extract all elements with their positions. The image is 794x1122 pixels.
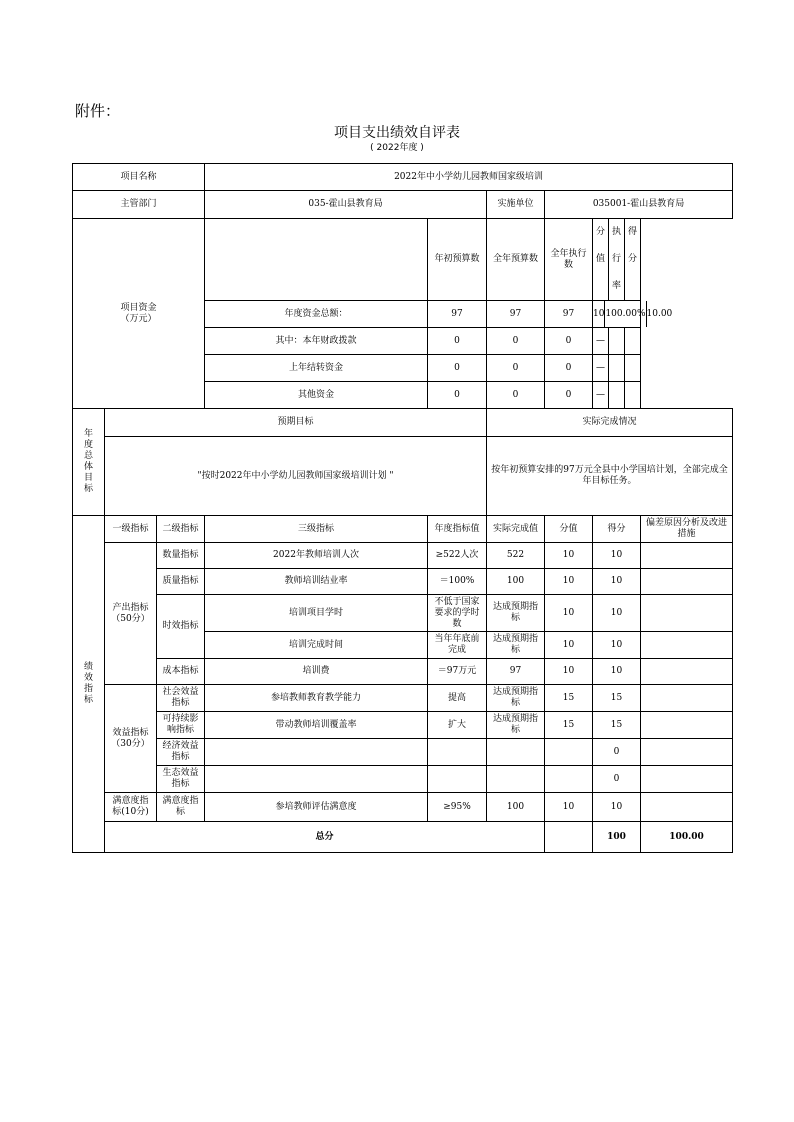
level1-satisfaction: 满意度指 标(10分) [105,793,157,822]
funds-cell-group [593,355,641,382]
funds-cell: 0 [428,328,487,355]
funds-row-label: 其中：本年财政拨款 [205,328,428,355]
funds-header: 得分 [627,227,637,264]
funds-row-label: 年度资金总额： [205,301,428,328]
indicator-deviation [641,739,733,766]
funds-cell: 0 [428,382,487,409]
indicator-header: 得分 [593,516,641,543]
level2-social: 社会效益 指标 [157,685,205,712]
indicator-target: 扩大 [428,712,487,739]
level2-economic: 经济效益 指标 [157,739,205,766]
indicator-header: 年度指标值 [428,516,487,543]
funds-cell: 97 [428,301,487,328]
indicator-name: 培训费 [205,659,428,685]
indicator-score: 0 [593,766,641,793]
funds-row-label: 上年结转资金 [205,355,428,382]
funds-cell [609,355,625,381]
indicator-deviation [641,685,733,712]
funds-cell: 0 [487,382,545,409]
indicator-score: 10 [593,659,641,685]
total-weight: 100 [593,822,641,853]
project-name-value: 2022年中小学幼儿园教师国家级培训 [205,164,733,191]
funds-cell: 97 [545,301,593,328]
funds-row-label: 其他资金 [205,382,428,409]
funds-cell-group [593,382,641,409]
funds-cell: — [593,328,609,354]
indicator-actual: 100 [487,569,545,595]
funds-cell: 10.00 [646,309,673,319]
indicator-actual: 达成预期指 标 [487,712,545,739]
indicator-deviation [641,595,733,632]
indicator-name: 培训项目学时 [205,595,428,632]
funds-cell: 0 [545,382,593,409]
indicator-deviation [641,543,733,569]
indicator-header: 偏差原因分析及改进措施 [641,516,733,543]
indicator-name: 教师培训结业率 [205,569,428,595]
indicator-name [205,766,428,793]
indicator-header: 实际完成值 [487,516,545,543]
funds-header: 执行率 [609,219,625,300]
expected-goal-header: 预期目标 [105,409,487,437]
indicator-deviation [641,569,733,595]
funds-cell: 97 [487,301,545,328]
funds-cell [609,382,625,408]
indicator-actual: 达成预期指 标 [487,685,545,712]
indicator-actual: 100 [487,793,545,822]
indicator-actual: 97 [487,659,545,685]
dept-value: 035-霍山县教育局 [205,191,487,219]
indicator-weight: 10 [545,543,593,569]
project-name-label: 项目名称 [73,164,205,191]
level2-cost: 成本指标 [157,659,205,685]
indicator-target: 提高 [428,685,487,712]
indicator-deviation [641,712,733,739]
indicator-weight: 10 [545,659,593,685]
attachment-label: 附件： [75,102,121,120]
funds-cell: 100.00% [605,301,646,327]
funds-cell: — [593,355,609,381]
page-title: 项目支出绩效自评表 [334,125,460,141]
impl-value: 035001-霍山县教育局 [545,191,733,219]
indicator-name: 参培教师评估满意度 [205,793,428,822]
indicator-name: 带动教师培训覆盖率 [205,712,428,739]
indicator-header: 三级指标 [205,516,428,543]
indicator-actual [487,766,545,793]
actual-completion-header: 实际完成情况 [487,409,733,437]
funds-header: 年初预算数 [428,219,487,301]
indicator-weight: 15 [545,712,593,739]
level2-ecological: 生态效益 指标 [157,766,205,793]
indicator-deviation [641,766,733,793]
indicator-actual [487,739,545,766]
funds-cell [625,328,640,354]
level2-quality: 质量指标 [157,569,205,595]
dept-label: 主管部门 [73,191,205,219]
level2-quantity: 数量指标 [157,543,205,569]
funds-cell-group [593,301,673,328]
indicator-target: ＝100% [428,569,487,595]
funds-cell: 0 [545,328,593,355]
funds-header-blank [205,219,428,301]
level2-satisfaction: 满意度指 标 [157,793,205,822]
indicator-score: 10 [593,569,641,595]
funds-header: 全年执行数 [545,219,593,301]
actual-completion-text: 按年初预算安排的97万元全县中小学国培计划，全部完成全年目标任务。 [487,437,733,516]
indicator-score: 10 [593,793,641,822]
indicator-weight: 15 [545,685,593,712]
indicator-weight: 10 [545,793,593,822]
indicator-score: 0 [593,739,641,766]
indicator-target [428,766,487,793]
indicator-actual: 522 [487,543,545,569]
indicator-score: 15 [593,712,641,739]
indicator-actual: 达成预期指 标 [487,595,545,632]
goals-label: 年 度 总 体 目 标 [73,409,105,516]
level2-sustainable: 可持续影 响指标 [157,712,205,739]
funds-header: 全年预算数 [487,219,545,301]
funds-header: 分值 [593,219,609,300]
indicator-actual: 达成预期指 标 [487,632,545,659]
indicator-weight: 10 [545,569,593,595]
indicator-score: 10 [593,543,641,569]
total-score: 100.00 [641,822,733,853]
level1-benefit: 效益指标 （30分） [105,685,157,793]
funds-cell: 0 [487,355,545,382]
indicator-target: 不低于国家 要求的学时 数 [428,595,487,632]
indicator-target: 当年年底前 完成 [428,632,487,659]
level2-timeliness: 时效指标 [157,595,205,659]
indicator-deviation [641,793,733,822]
indicator-score: 15 [593,685,641,712]
indicator-target: ≥95% [428,793,487,822]
indicator-name: 参培教师教育教学能力 [205,685,428,712]
indicator-name: 培训完成时间 [205,632,428,659]
impl-label: 实施单位 [487,191,545,219]
expected-goal-text: "按时2022年中小学幼儿园教师国家级培训计划 " [105,437,487,516]
funds-cell: 0 [545,355,593,382]
indicator-header: 二级指标 [157,516,205,543]
funds-cell: — [593,382,609,408]
indicator-name: 2022年教师培训人次 [205,543,428,569]
indicator-deviation [641,632,733,659]
funds-cell: 10 [593,301,605,327]
indicator-weight [545,739,593,766]
indicator-score: 10 [593,595,641,632]
year-label: ( 2022年度 ) [370,143,424,153]
indicator-score: 10 [593,632,641,659]
funds-cell [609,328,625,354]
indicator-header: 分值 [545,516,593,543]
funds-cell [625,382,640,408]
indicator-weight [545,766,593,793]
funds-cell: 0 [428,355,487,382]
indicator-name [205,739,428,766]
funds-cell-group [593,328,641,355]
indicator-target: ＝97万元 [428,659,487,685]
total-actual [545,822,593,853]
funds-cell [625,355,640,381]
indicator-target [428,739,487,766]
funds-header-group [593,219,641,301]
indicator-header: 一级指标 [105,516,157,543]
indicator-target: ≥522人次 [428,543,487,569]
funds-cell: 0 [487,328,545,355]
total-label: 总分 [105,822,545,853]
self-evaluation-table [72,163,733,853]
indicator-weight: 10 [545,595,593,632]
level1-output: 产出指标 （50分） [105,543,157,685]
funds-label: 项目资金 （万元） [73,219,205,409]
indicator-deviation [641,659,733,685]
indicator-weight: 10 [545,632,593,659]
indicators-label: 绩 效 指 标 [73,516,105,853]
